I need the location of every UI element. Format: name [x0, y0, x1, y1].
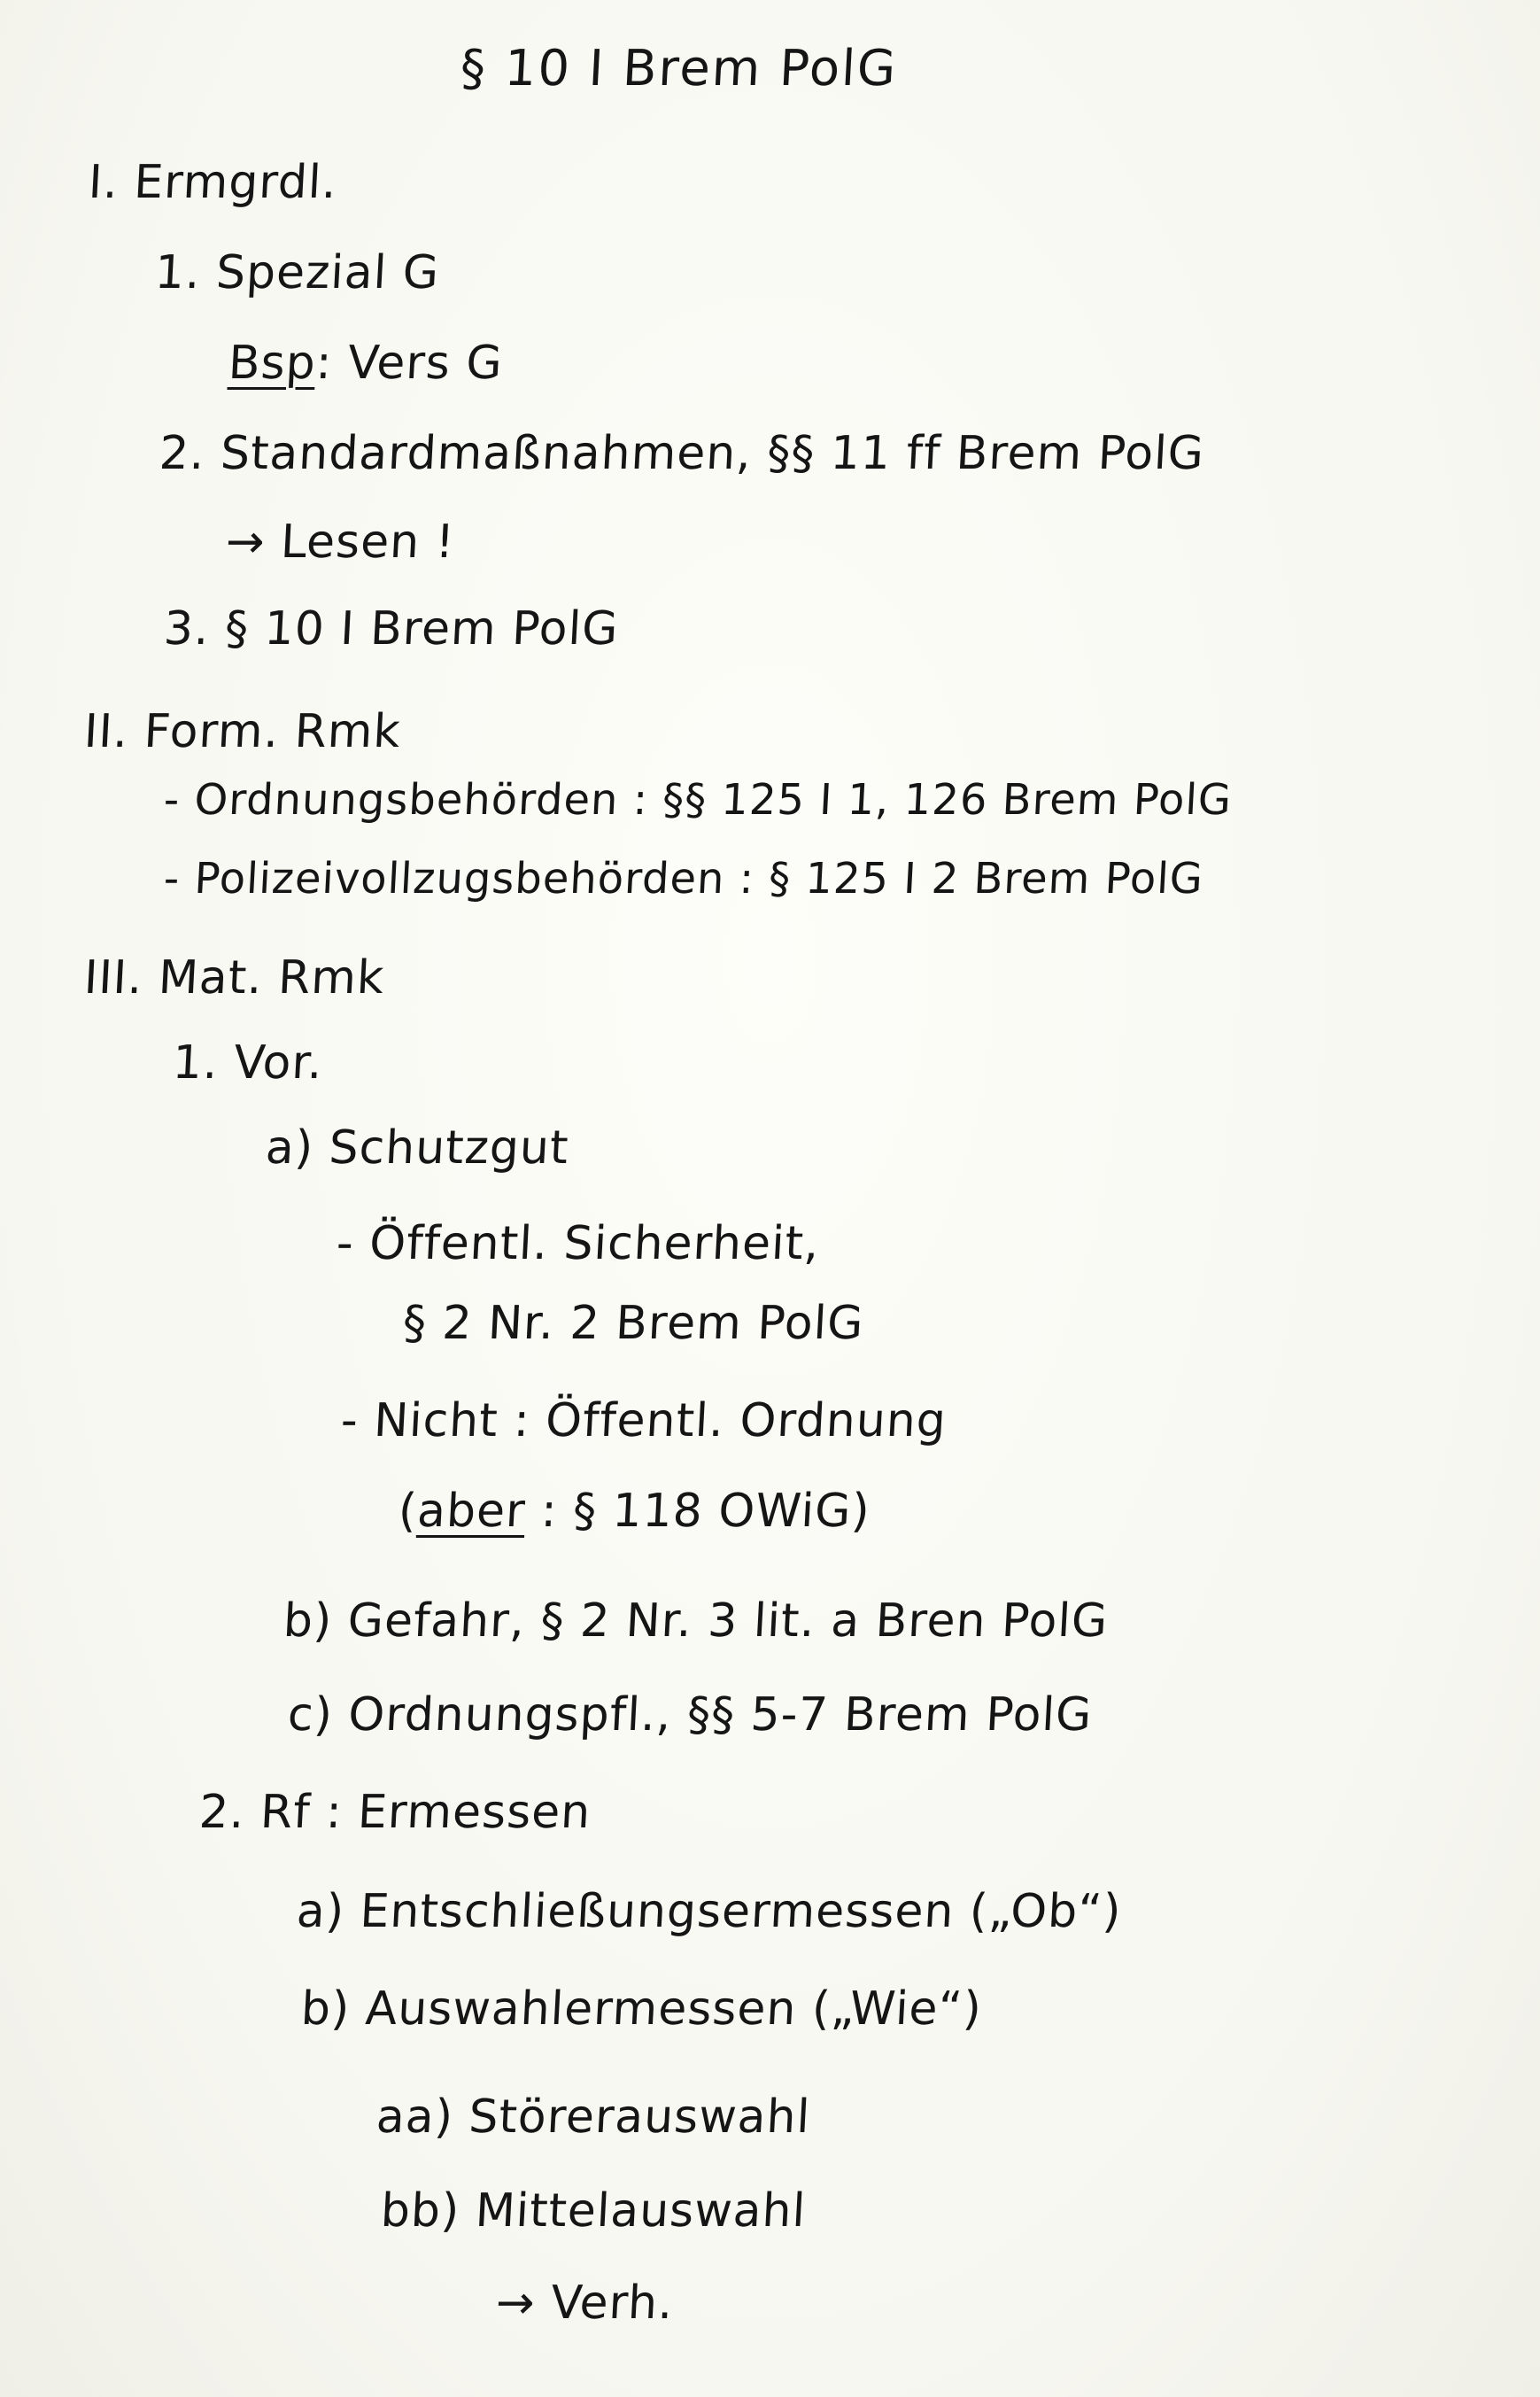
aber-rest: : § 118 OWiG) [523, 1485, 872, 1538]
section-1-item-3: 3. § 10 I Brem PolG [162, 602, 620, 655]
section-2-heading: II. Form. Rmk [82, 705, 403, 758]
ermessen-note: → Verh. [494, 2277, 676, 2330]
section-3-point-1: 1. Vor. [171, 1036, 325, 1090]
aber-label: aber [415, 1485, 528, 1538]
item-b-gefahr: b) Gefahr, § 2 Nr. 3 lit. a Bren PolG [282, 1594, 1110, 1648]
section-1-item-2: 2. Standardmaßnahmen, §§ 11 ff Brem PolG [158, 427, 1206, 480]
section-1-item-2-note: → Lesen ! [224, 516, 457, 569]
ermessen-bb: bb) Mittelauswahl [379, 2184, 808, 2238]
item-a-bullet-1-ref: § 2 Nr. 2 Brem PolG [401, 1297, 866, 1350]
item-a-schutzgut: a) Schutzgut [264, 1121, 570, 1175]
item-c-ordnungspfl: c) Ordnungspfl., §§ 5-7 Brem PolG [286, 1688, 1094, 1742]
example-label: Bsp [227, 337, 318, 390]
ermessen-a: a) Entschließungsermessen („Ob“) [295, 1885, 1124, 1938]
item-a-bullet-1: - Öffentl. Sicherheit, [335, 1217, 822, 1270]
section-1-item-1-example [227, 337, 504, 390]
ermessen-b: b) Auswahlermessen („Wie“) [299, 1982, 984, 2036]
ermessen-aa: aa) Störerauswahl [375, 2091, 812, 2144]
section-1-item-1: 1. Spezial G [153, 246, 441, 299]
section-3-point-2: 2. Rf : Ermessen [197, 1786, 592, 1839]
section-1-heading: I. Ermgrdl. [87, 156, 339, 209]
paren-open: ( [397, 1485, 419, 1538]
page-title: § 10 I Brem PolG [459, 40, 899, 97]
item-a-bullet-2: - Nicht : Öffentl. Ordnung [339, 1394, 948, 1447]
section-2-bullet-2: - Polizeivollzugsbehörden : § 125 I 2 Brem PolG [162, 854, 1205, 904]
section-2-bullet-1: - Ordnungsbehörden : §§ 125 I 1, 126 Brem PolG [162, 775, 1234, 825]
item-a-bullet-2-note [397, 1485, 871, 1538]
section-3-heading: III. Mat. Rmk [82, 951, 386, 1005]
example-text: : Vers G [314, 337, 505, 390]
